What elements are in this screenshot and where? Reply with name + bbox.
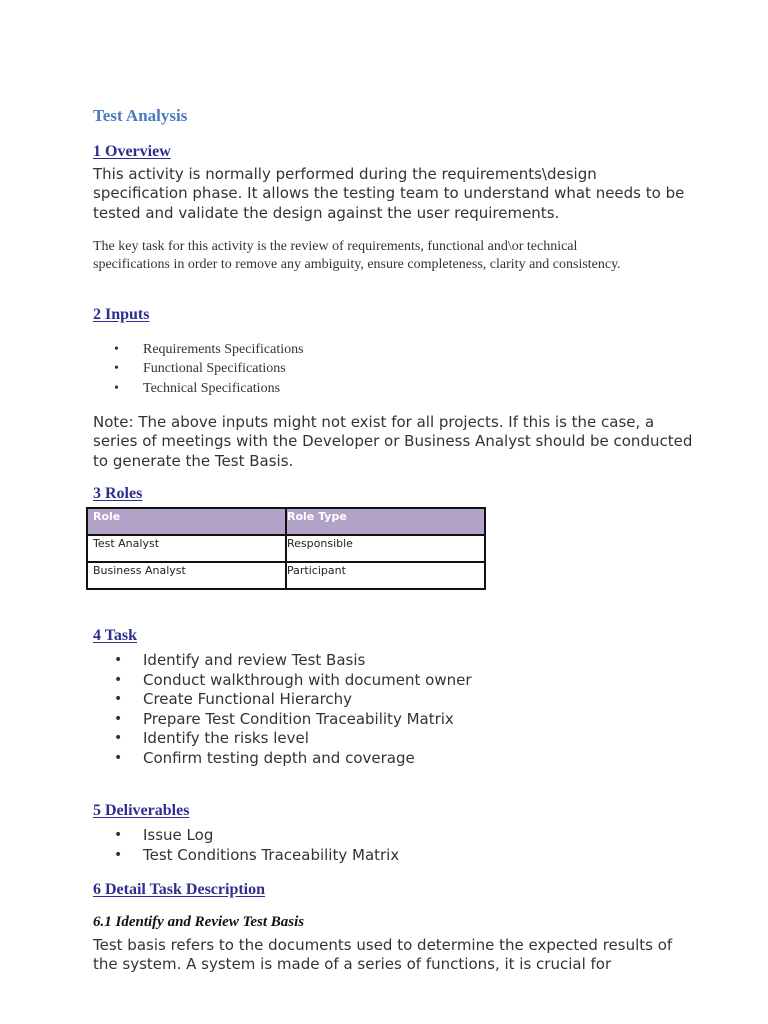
- table-cell: Test Analyst: [87, 535, 286, 562]
- deliverables-list: [93, 826, 399, 865]
- bullet-icon: •: [114, 827, 123, 843]
- bullet-icon: •: [114, 846, 123, 863]
- list-item: • Issue Log: [114, 826, 214, 844]
- heading-deliverables[interactable]: 5 Deliverables: [93, 802, 190, 819]
- column-header-role: Role: [87, 508, 286, 535]
- list-item: • Identify and review Test Basis: [114, 651, 366, 669]
- bullet-icon: •: [114, 749, 123, 766]
- list-item: • Technical Specifications: [93, 379, 304, 398]
- bullet-icon: •: [114, 730, 123, 747]
- table-cell: Responsible: [286, 535, 485, 562]
- heading-detail-task-description[interactable]: 6 Detail Task Description: [93, 881, 266, 898]
- list-item: • Functional Specifications: [93, 359, 304, 378]
- list-item: • Conduct walkthrough with document owner: [114, 670, 472, 689]
- bullet-icon: •: [114, 671, 123, 688]
- heading-roles[interactable]: 3 Roles: [93, 485, 143, 502]
- table-row: [87, 562, 485, 589]
- table-cell: Participant: [286, 562, 485, 589]
- list-item: • Prepare Test Condition Traceability Matrix: [114, 709, 454, 728]
- bullet-icon: •: [114, 691, 123, 708]
- bullet-icon: •: [114, 652, 123, 668]
- bullet-icon: •: [114, 342, 119, 357]
- list-item: • Test Conditions Traceability Matrix: [114, 845, 400, 864]
- list-item: • Confirm testing depth and coverage: [114, 748, 415, 767]
- document-title: Test Analysis: [93, 106, 188, 125]
- table-row: [87, 535, 485, 562]
- bullet-icon: •: [114, 710, 123, 727]
- overview-paragraph: This activity is normally performed during the requirements\design specification phase. It allows the testing team to understand what needs to be tested and validate the design against the user requirements.: [93, 165, 685, 222]
- heading-overview[interactable]: 1 Overview: [93, 143, 171, 160]
- heading-task[interactable]: 4 Task: [93, 627, 138, 644]
- list-item: • Requirements Specifications: [93, 340, 304, 359]
- overview-key-task-paragraph: The key task for this activity is the review of requirements, functional and\or technical specifications in order to remove any ambiguity, ensure completeness, clarity and consistency.: [93, 239, 621, 272]
- inputs-list: [93, 340, 304, 398]
- bullet-icon: •: [114, 380, 119, 396]
- task-list: [93, 651, 472, 769]
- list-item: • Identify the risks level: [114, 729, 309, 748]
- column-header-role-type: Role Type: [286, 508, 485, 535]
- table-cell: Business Analyst: [87, 562, 286, 589]
- inputs-note: Note: The above inputs might not exist for all projects. If this is the case, a series of meetings with the Developer or Business Analyst should be conducted to generate the Test Basis.: [93, 413, 693, 470]
- list-item: • Create Functional Hierarchy: [114, 690, 353, 709]
- bullet-icon: •: [114, 361, 119, 377]
- detail-paragraph: Test basis refers to the documents used to determine the expected results of the system. A system is made of a series of functions, it is crucial for: [93, 936, 673, 974]
- roles-table: [86, 507, 486, 590]
- table-header-row: [87, 508, 485, 535]
- heading-inputs[interactable]: 2 Inputs: [93, 306, 150, 323]
- subheading-identify-review: 6.1 Identify and Review Test Basis: [93, 914, 305, 930]
